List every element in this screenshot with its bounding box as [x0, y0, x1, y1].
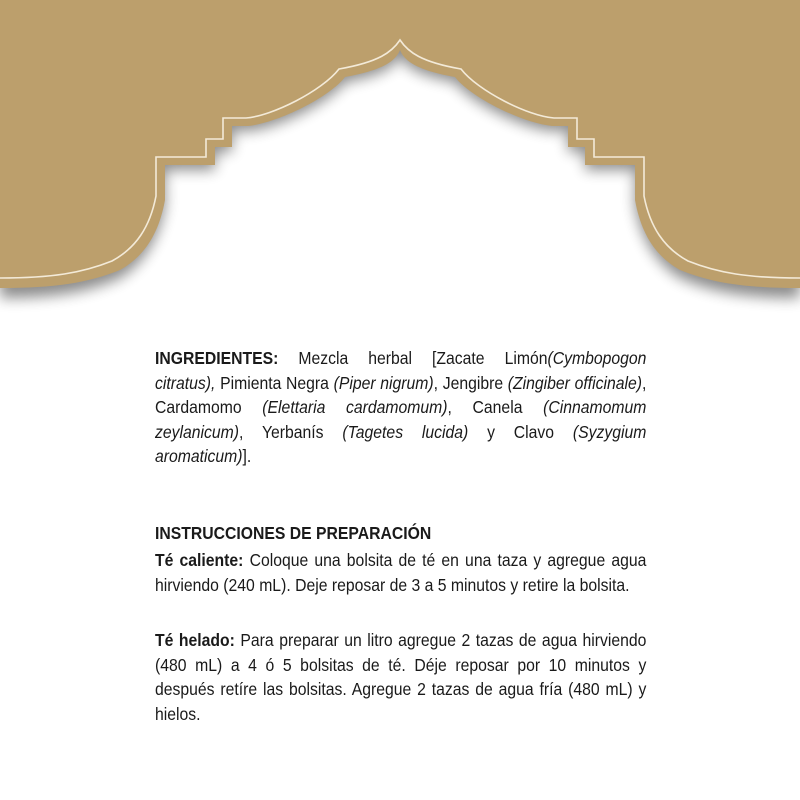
ingredient-text: Mezcla herbal [Zacate Limón [278, 348, 548, 368]
hot-tea-text: Coloque una bolsita de té en una taza y agregue agua hirviendo (240 mL). Deje reposar de 3 a 5 minutos y retire la bolsita. [155, 550, 647, 595]
ingredient-text: , Cardamomo [155, 372, 647, 417]
arch-banner [0, 0, 800, 320]
scientific-name: (Piper nigrum) [333, 372, 434, 393]
scientific-name: (Elettaria cardamomum) [262, 397, 448, 417]
scientific-name: (Zingiber officinale) [507, 372, 643, 393]
ingredient-text: , Yerbanís [239, 421, 343, 442]
scientific-name: (Tagetes lucida) [342, 421, 469, 442]
iced-tea-text: Para preparar un litro agregue 2 tazas de agua hirviendo (480 mL) a 4 ó 5 bolsitas de té. Déje reposar por 10 minutos y después retíre las bolsitas. Agregue 2 tazas de agua fría (480 mL) y hielos. [155, 630, 647, 724]
ingredient-text: , Jengibre [433, 372, 508, 393]
iced-tea-paragraph [155, 628, 646, 726]
hot-tea-label: Té caliente: [155, 550, 244, 570]
ingredient-text: ]. [242, 446, 252, 466]
iced-tea-label: Té helado: [155, 630, 235, 650]
scientific-name: (Syzygium aromaticum) [155, 421, 647, 466]
ingredient-text: Pimienta Negra [215, 372, 334, 393]
scientific-name: (Cinnamomum zeylanicum) [155, 397, 647, 442]
ingredient-text: y Clavo [468, 421, 573, 442]
ingredient-text: , Canela [447, 397, 544, 417]
ingredients-paragraph [155, 346, 646, 469]
arch-ornament-icon [0, 0, 800, 288]
instructions-title: INSTRUCCIONES DE PREPARACIÓN [155, 523, 432, 543]
ingredients-heading: INGREDIENTES: [155, 348, 279, 368]
scientific-name: (Cymbopogon citratus), [155, 348, 647, 393]
hot-tea-paragraph [155, 548, 646, 597]
